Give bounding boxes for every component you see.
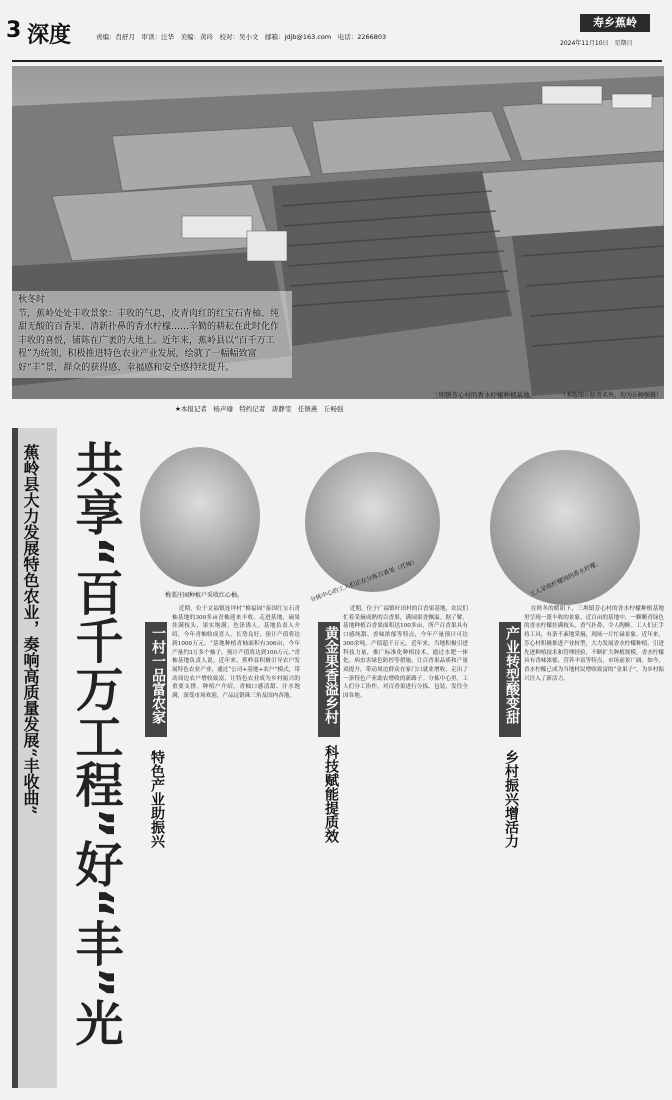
photo2-caption: 分拣中心的工人们正在分拣百香果（任锦） bbox=[309, 558, 419, 604]
page-number: 3 bbox=[6, 18, 22, 43]
photo-caption bbox=[12, 291, 292, 378]
newspaper-logo: 寿乡蕉岭 bbox=[580, 14, 650, 32]
aerial-farm-photo bbox=[12, 66, 664, 399]
section1-tag: 一村一品富农家 bbox=[145, 622, 167, 737]
section2-text: 近期，位于广福镇叶田村的百香果基地，农民们忙着采摘成熟的百香果，满园果香飘溢。据了解，基地种植百香果面积达100多亩，所产百香果具有口感纯甜、香味浓郁等特点，今年产量预计可达300余吨，产值超千万元。近年来，当地积极引进科技力量，推广标准化种植技术，通过水肥一体化、病虫害绿色防控等措施，让百香果品质和产量双提升，带动周边群众在家门口就业增收，走出了一条特色产业助农增收的新路子。分拣中心里，工人们分工协作，对百香果进行分拣、包装，发往全国各地。 bbox=[343, 606, 468, 700]
section1-text: 近期，位于文福镇连坪村“梅福园”泰国红宝石青柚基地的300多亩青柚迎来丰收。走进基地，硕果挂满枝头，果实饱满，色泽诱人。基地负责人介绍，今年青柚收成喜人，长势良好，预计产值将达到1000万元。“基地种植青柚面积有306亩，今年产量约3万多个柚子，预计产值将达到100万元。”青柚基地负责人说。近年来，蕉岭县积极引导农户发展特色农业产业，通过“公司+基地+农户”模式，带动周边农户增收致富，让特色农业成为乡村振兴的重要支撑。种植户介绍，青柚口感清甜、汁水饱满，深受市场欢迎，产品远销珠三角及国内各地。 bbox=[172, 606, 300, 700]
section-title: 深度 bbox=[27, 23, 72, 48]
section1-subtitle: 特色产业助振兴 bbox=[149, 750, 165, 848]
photo1-caption: 梅栗庄园种植户采收红心柚。 bbox=[165, 592, 244, 599]
section2-article bbox=[343, 605, 468, 1090]
photo-credit: （本版图片除署名外，均为丘畅强摄） bbox=[560, 392, 663, 399]
main-headline: 共享“百千万工程”好“丰”光 bbox=[67, 440, 123, 1047]
pomelo-harvest-photo bbox=[140, 447, 260, 587]
section3-text: 在秋冬的暖阳下，三圳镇芳心村的香水柠檬种植基地里呈现一派丰收的景象。近百亩的基地中，一颗颗青绿色的香水柠檬挂满枝头，香气扑鼻，令人陶醉。工人们正手持工具，有条不紊地采摘，现场一片忙碌景象。近年来，芳心村积极推进产业转型，大力发展香水柠檬种植，引进先进种植技术和管理经验，不断扩大种植规模。香水柠檬具有香味浓郁、营养丰富等特点，市场前景广阔。如今，香水柠檬已成为当地村民增收致富的“金果子”，为乡村振兴注入了新活力。 bbox=[524, 606, 664, 682]
photo-sub-caption: 三圳镇芳心村的香水柠檬种植基地。 bbox=[432, 391, 536, 399]
section2-tag: 黄金果香溢乡村 bbox=[318, 622, 340, 737]
section3-tag: 产业转型酸变甜 bbox=[499, 622, 521, 737]
editor-credits: 责编：肖舒月 审读：汪华 美编：黄玲 校对：吴小文 邮箱：jdjb@163.com 电话：2266803 bbox=[96, 33, 387, 41]
byline: ★本报记者 杨声瑜 特约记者 唐静雯 任镇燕 丘畅强 bbox=[175, 405, 344, 413]
section1-article bbox=[172, 605, 300, 1090]
issue-date: 2024年11月10日 星期日 bbox=[560, 40, 633, 47]
section3-article bbox=[524, 605, 664, 1090]
section3-subtitle: 乡村振兴增活力 bbox=[503, 750, 519, 848]
caption-lead: 秋冬时 bbox=[18, 295, 46, 305]
subheadline: 蕉岭县大力发展特色农业，奏响高质量发展“丰收曲” bbox=[21, 444, 40, 815]
section2-subtitle: 科技赋能提质效 bbox=[323, 745, 339, 843]
photo3-caption: 工人采收柠檬园的香水柠檬。 bbox=[528, 559, 603, 599]
caption-body: 节，蕉岭处处丰收景象：丰收的气息，皮青肉红的红宝石青柚、纯甜无酸的百香果、清新扑鼻的香水柠檬……辛勤的耕耘在此时化作丰收的喜悦，铺陈在广袤的大地上。近年来，蕉岭县以“百千万工程”为统领，积极推进特色农业产业发展，绘就了一幅幅致富好“丰”景，群众的获得感、幸福感和安全感持续提升。 bbox=[18, 308, 280, 373]
